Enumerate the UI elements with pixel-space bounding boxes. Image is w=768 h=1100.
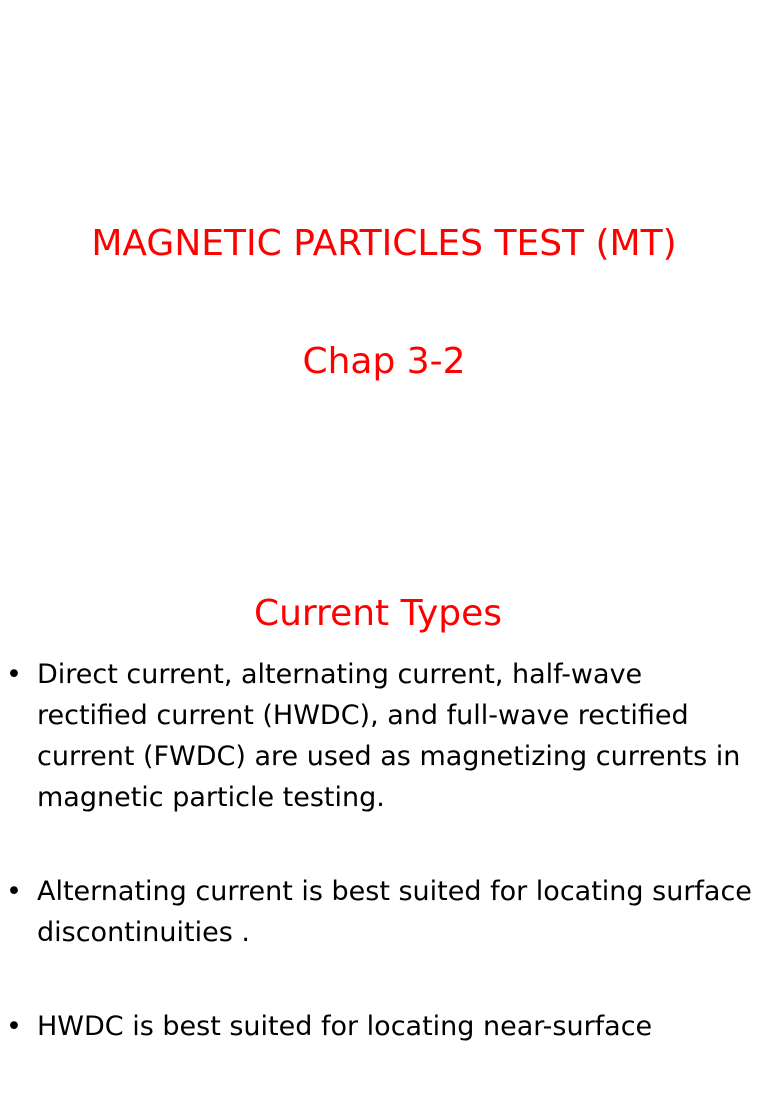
slide-title: MAGNETIC PARTICLES TEST (MT) [91,223,677,264]
section-title: Current Types [253,593,503,634]
bullet-dot-icon: • [6,659,22,690]
bullet-text: Direct current, alternating current, half-wave rectified current (HWDC), and full-wave rectified current (FWDC) are used as magnetizing currents in magnetic particle testing. [37,659,741,813]
bullet-list [0,654,768,1100]
bullet-item [0,871,768,953]
bullet-text: Alternating current is best suited for locating surface discontinuities . [37,876,752,948]
bullet-item [0,654,768,818]
slide-subtitle: Chap 3-2 [302,341,466,382]
bullet-item [0,1006,768,1047]
bullet-dot-icon: • [6,1011,22,1042]
bullet-text: HWDC is best suited for locating near-surface [37,1011,653,1042]
bullet-dot-icon: • [6,876,22,907]
